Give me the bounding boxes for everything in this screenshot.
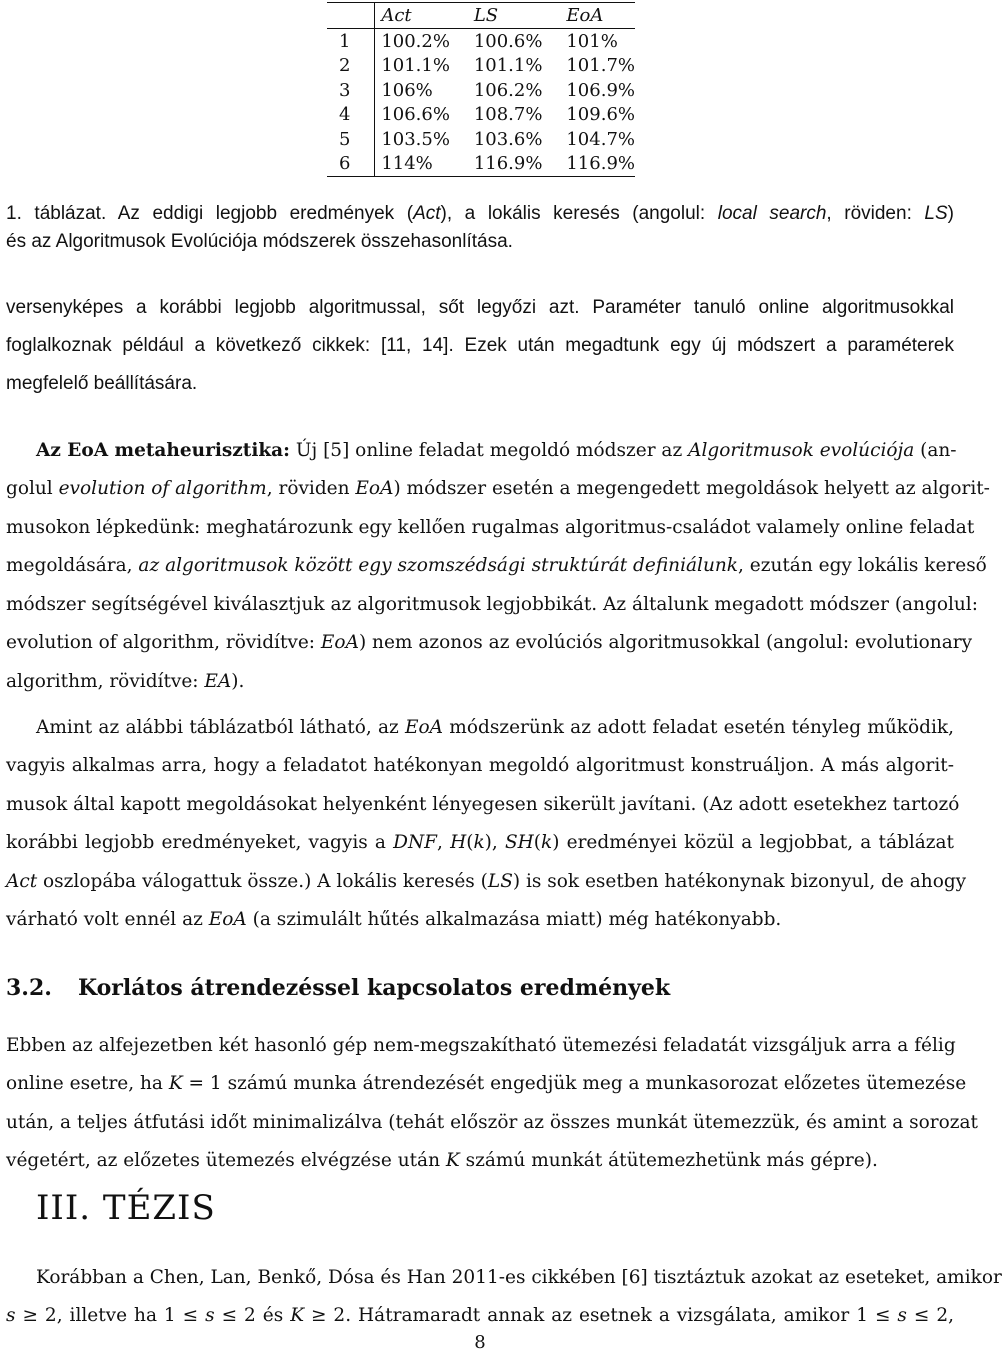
- table-row: [327, 29, 635, 54]
- table-cell: 101.7%: [566, 55, 635, 77]
- text-line: s ≥ 2, illetve ha 1 ≤ s ≤ 2 és K ≥ 2. Hátramaradt annak az esetnek a vizsgálata, amikor 1 ≤ s ≤ 2,: [6, 1305, 954, 1326]
- table-cell: 1: [339, 30, 351, 52]
- paragraph-heading: Az EoA metaheurisztika:: [36, 440, 290, 461]
- table-cell: 101.1%: [473, 55, 543, 77]
- table-header-cell: [327, 3, 375, 29]
- text-line: golul evolution of algorithm, röviden EoA) módszer esetén a megengedett megoldások helyett az algorit-: [6, 478, 990, 499]
- text-line: korábbi legjobb eredményeket, vagyis a DNF, H(k), SH(k) eredményei közül a legjobbat, a táblázat: [6, 832, 954, 853]
- text-line: Act oszlopába válogattuk össze.) A lokális keresés (LS) is sok esetben hatékonynak bizonyul, de ahogy: [6, 871, 967, 892]
- text-line: foglalkoznak például a következő cikkek: [11, 14]. Ezek után megadtunk egy új módszert a paraméterek: [6, 335, 954, 356]
- text-line: evolution of algorithm, rövidítve: EoA) nem azonos az evolúciós algoritmusokkal (angolul: evolutionary: [6, 632, 973, 653]
- text-line: online esetre, ha K = 1 számú munka átrendezését engedjük meg a munkasorozat előzetes ütemezése: [6, 1073, 967, 1094]
- table-cell: 108.7%: [473, 104, 543, 126]
- table-cell: 101%: [566, 30, 618, 52]
- table-header-cell: Act: [375, 3, 468, 29]
- table-row: [327, 127, 635, 152]
- table-cell: 101.1%: [375, 54, 468, 79]
- text-line: Ebben az alfejezetben két hasonló gép nem-megszakítható ütemezési feladatát vizsgáljuk arra a félig: [6, 1035, 956, 1056]
- table-header-row: [327, 3, 635, 29]
- results-table: [327, 2, 635, 177]
- chapter-heading: III. TÉZIS: [36, 1188, 216, 1228]
- text-line: Amint az alábbi táblázatból látható, az EoA módszerünk az adott feladat esetén tényleg működik,: [36, 717, 954, 738]
- table-cell: 106%: [375, 78, 468, 103]
- text-line: algorithm, rövidítve: EA).: [6, 671, 245, 692]
- table-header-cell: EoA: [560, 3, 635, 29]
- text-line: musokon lépkedünk: meghatározunk egy kellően rugalmas algoritmus-családot valamely online feladat: [6, 517, 975, 538]
- table-row: [327, 54, 635, 79]
- text-line: Korábban a Chen, Lan, Benkő, Dósa és Han 2011-es cikkében [6] tisztáztuk azokat az eseteket, amikor: [36, 1267, 1002, 1288]
- table-cell: 114%: [375, 152, 468, 177]
- table-cell: 4: [339, 104, 351, 126]
- table-cell: 5: [339, 128, 351, 150]
- table-cell: 116.9%: [560, 152, 635, 177]
- text-line: módszer segítségével kiválasztjuk az algoritmusok legjobbikát. Az általunk megadott módszer (angolul:: [6, 594, 978, 615]
- text-line: végetért, az előzetes ütemezés elvégzése után K számú munkát átütemezhetünk más gépre).: [6, 1150, 878, 1171]
- page-number: 8: [474, 1332, 486, 1353]
- text-line: Az EoA metaheurisztika: Új [5] online feladat megoldó módszer az Algoritmusok evolúciója (an-: [36, 440, 957, 461]
- table-cell: 106.9%: [566, 79, 635, 101]
- table-cell: 104.7%: [566, 128, 635, 150]
- table-row: [327, 152, 635, 177]
- table-header-cell: LS: [468, 3, 561, 29]
- table-row: [327, 103, 635, 128]
- table-cell: 6: [327, 152, 375, 177]
- caption-line: 1. táblázat. Az eddigi legjobb eredmények (Act), a lokális keresés (angolul: local search, röviden: LS): [6, 203, 954, 224]
- text-line: megfelelő beállítására.: [6, 373, 198, 394]
- table-cell: 103.6%: [473, 128, 543, 150]
- caption-line: és az Algoritmusok Evolúciója módszerek összehasonlítása.: [6, 231, 513, 252]
- section-number: 3.2.: [6, 975, 52, 1001]
- text-line: vagyis alkalmas arra, hogy a feladatot hatékonyan megoldó algoritmust konstruáljon. A más algorit-: [6, 755, 954, 776]
- section-heading: [6, 975, 670, 1001]
- table-cell: 106.6%: [375, 103, 468, 128]
- table-cell: 106.2%: [473, 79, 543, 101]
- text-line: musok által kapott megoldásokat helyenként lényegesen sikerült javítani. (Az adott esetekhez tartozó: [6, 794, 960, 815]
- section-title: Korlátos átrendezéssel kapcsolatos eredmények: [78, 975, 671, 1001]
- text-line: várható volt ennél az EoA (a szimulált hűtés alkalmazása miatt) még hatékonyabb.: [6, 909, 782, 930]
- table-cell: 100.2%: [375, 29, 468, 54]
- text-line: megoldására, az algoritmusok között egy szomszédsági struktúrát definiálunk, ezután egy lokális kereső: [6, 555, 987, 576]
- table-cell: 2: [339, 55, 351, 77]
- table-cell: 3: [339, 79, 351, 101]
- table-cell: 116.9%: [468, 152, 561, 177]
- text-line: versenyképes a korábbi legjobb algoritmussal, sőt legyőzi azt. Paraméter tanuló online algoritmusokkal: [6, 297, 954, 318]
- table-row: [327, 78, 635, 103]
- table-cell: 100.6%: [473, 30, 543, 52]
- text-line: után, a teljes átfutási időt minimalizálva (tehát először az összes munkát ütemezzük, és amint a sorozat: [6, 1112, 978, 1133]
- table-cell: 103.5%: [375, 127, 468, 152]
- table-cell: 109.6%: [566, 104, 635, 126]
